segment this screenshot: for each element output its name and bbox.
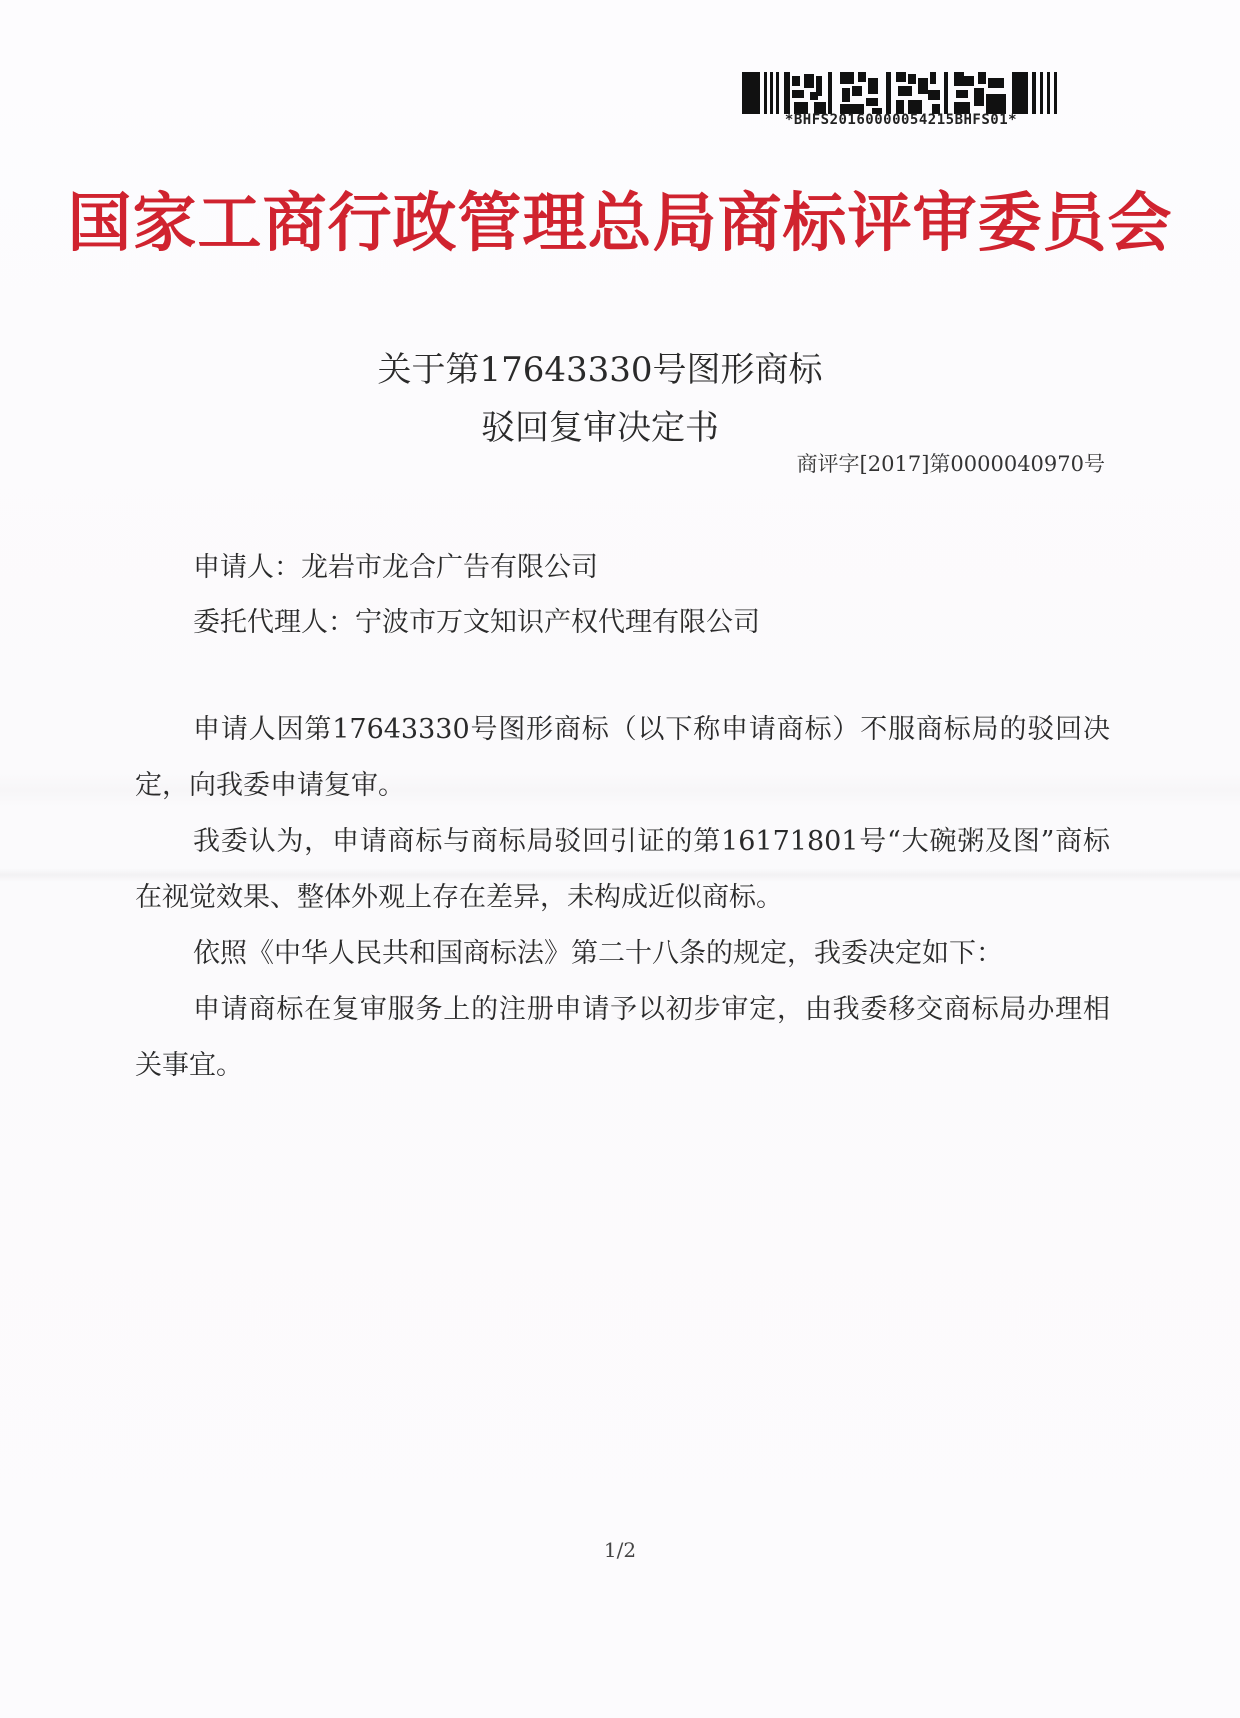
barcode-icon — [742, 72, 1060, 114]
document-title-line2: 驳回复审决定书 — [481, 408, 719, 448]
decision-body — [135, 702, 1110, 1094]
paragraph-background: 申请人因第17643330号图形商标（以下称申请商标）不服商标局的驳回决定，向我委申请复审。 — [135, 714, 1110, 801]
page-number: 1/2 — [603, 1538, 637, 1562]
reference-number: 商评字[2017]第0000040970号 — [796, 452, 1105, 476]
barcode-number: *BHFS20160000054215BHFS01* — [784, 112, 1018, 128]
applicant-line: 申请人：龙岩市龙合广告有限公司 — [193, 552, 598, 583]
agent-line: 委托代理人：宁波市万文知识产权代理有限公司 — [193, 607, 760, 638]
document-title-line1: 关于第17643330号图形商标 — [377, 350, 823, 390]
barcode-block — [736, 66, 1066, 132]
paragraph-decision: 申请商标在复审服务上的注册申请予以初步审定，由我委移交商标局办理相关事宜。 — [135, 994, 1110, 1081]
paragraph-opinion: 我委认为，申请商标与商标局驳回引证的第16171801号“大碗粥及图”商标在视觉效果、整体外观上存在差异，未构成近似商标。 — [135, 826, 1110, 913]
paragraph-legal-basis: 依照《中华人民共和国商标法》第二十八条的规定，我委决定如下： — [193, 938, 1003, 969]
organization-title: 国家工商行政管理总局商标评审委员会 — [67, 187, 1173, 261]
